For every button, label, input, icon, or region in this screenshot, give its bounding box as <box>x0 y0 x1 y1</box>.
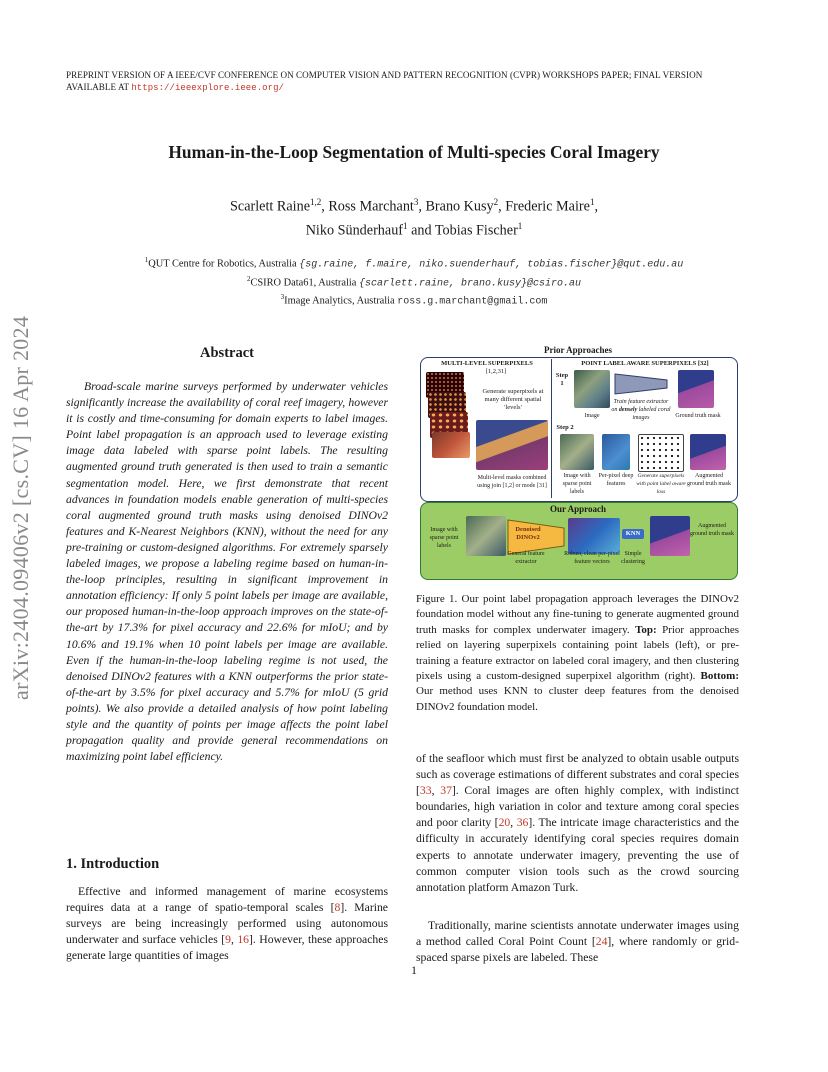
author-name: Scarlett Raine <box>230 198 310 215</box>
fig-our-input-label: Image with sparse point labels <box>429 527 459 549</box>
intro-heading: 1. Introduction <box>66 856 160 872</box>
fig-sparse-label: Image with sparse point labels <box>562 473 592 495</box>
fig-perpixel-label: Per-pixel deep features <box>598 473 634 487</box>
fig-pla-title: POINT LABEL AWARE SUPERPIXELS [32] <box>581 360 709 367</box>
fig-prior-title: Prior Approaches <box>544 345 612 355</box>
fig-robust: Robust, clean per-pixel feature vectors <box>564 551 620 565</box>
fig-trapezoid <box>613 372 669 396</box>
fig-multi-refs: [1,2,31] <box>485 368 507 375</box>
body-text: ], where randomly or grid-spaced sparse pixels are labeled. These <box>416 935 739 965</box>
caption-text: Our method uses KNN to cluster deep features from the denoised DINOv2 foundation model. <box>416 685 739 713</box>
fig-multi-join: Multi-level masks combined using join [1,2] or mode [31] <box>477 475 547 489</box>
fig-gt-label: Ground truth mask <box>675 413 721 419</box>
fig-train-b: densely <box>618 407 638 413</box>
intro-text: ]. However, these approaches generate large quantities of images <box>66 933 388 963</box>
body-text: of the seafloor which must first be analyzed to obtain usable outputs such as coverage estimations of different substrates and coral species [ <box>416 752 739 798</box>
fig-our-output-mask <box>650 516 690 556</box>
fig-simple: Simple clustering <box>621 551 645 565</box>
affil-sup: 1 <box>144 256 149 264</box>
abstract-text: Broad-scale marine surveys performed by underwater vehicles significantly increase the availability of coral reef imagery, however it is costly and time-consuming for domain experts to label images. Point label propagation is an approach used to leverage existing image data labeled with sparse point labels. The resulting augmented ground truth generated is then used to train a semantic segmentation model. Here, we first demonstrate that recent advances in foundation models enable generation of multi-species coral augmented ground truth masks using denoised DINOv2 features and K-Nearest Neighbors (KNN), without the need for any pre-training or custom-designed algorithms. For extremely sparsely labeled images, we propose a labeling regime based on human-in-the-loop principles, resulting in significant improvement in annotation efficiency: If only 5 point labels per image are available, our proposed human-in-the-loop approach improves on the state-of-the-art by 17.3% for pixel accuracy and 22.6% for mIoU; and by 10.6% and 19.1% when 10 point labels per image are available. Even if the human-in-the-loop labeling regime is not used, the denoised DINOv2 features with a KNN outperforms the prior state-of-the-art by 3.5% for pixel accuracy and 5.7% for mIoU (5 grid points). We also provide a detailed analysis of how point labeling style and the quantity of points per image affects the point label propagation quality and provide general recommendations on maximizing point label efficiency. <box>66 380 388 764</box>
citation-link[interactable]: 9 <box>225 933 231 947</box>
citation-link[interactable]: 37 <box>440 784 452 798</box>
citation-link[interactable]: 20 <box>498 816 511 830</box>
author-list: Scarlett Raine$^{1,2}$, Ross Marchant$^3$, Brano Kusy$^2$, Frederic Maire$^1$, Niko Sünderhauf$^1$ and Tobias Fischer$^1$ <box>230 197 598 239</box>
intro-text: ]. Marine surveys are being increasingly performed using autonomous underwater and surface vehicles [ <box>66 901 388 947</box>
body-text: Traditionally, marine scientists annotate underwater images using a method called Coral Point Count [ <box>416 919 739 949</box>
header-line: PREPRINT VERSION OF A IEEE/CVF CONFERENCE ON COMPUTER VISION AND PATTERN RECOGNITION (CVPR) WORKSHOPS PAPER; FINAL VERSION <box>66 70 703 80</box>
affil-sup: 2 <box>246 275 251 283</box>
fig-train-c: labeled coral images <box>632 407 671 421</box>
fig-coral-image <box>574 370 610 408</box>
citation-link[interactable]: 8 <box>334 901 341 915</box>
author-name: Tobias Fischer <box>434 222 518 239</box>
header-available: AVAILABLE AT <box>66 82 130 92</box>
fig-gt-mask <box>678 370 714 408</box>
body-text: ]. Coral images are often highly complex, with indistinct boundaries, high variation in color and texture among coral species and poor clarity [ <box>416 784 740 830</box>
affil-text: Image Analytics, Australia <box>284 295 395 307</box>
intro-text: Effective and informed management of marine ecosystems requires data at a range of spatio-temporal scales [ <box>66 885 388 915</box>
right-paragraph-1 <box>416 751 739 896</box>
fig-sparse-image <box>560 434 594 470</box>
citation-link[interactable]: 33 <box>419 784 432 798</box>
fig-knn-label: KNN <box>622 529 644 539</box>
intro-paragraph <box>66 884 388 964</box>
fig-step2: Step 2 <box>556 424 574 431</box>
caption-top: Top: <box>635 623 657 636</box>
fig-gen-sp-label: Generate superpixels with point label aware loss <box>636 473 686 495</box>
caption-text: Prior approaches relied on layering superpixels containing point labels (left), or pre-training a feature extractor on labeled coral imagery, and then clustering pixels using a custom-designed superpixel algorithm (right). <box>416 623 739 683</box>
fig-multi-mask <box>476 420 548 470</box>
caption-bottom: Bottom: <box>700 670 739 683</box>
author-affil-sup: 1,2 <box>310 197 322 207</box>
author-affil-sup: 2 <box>493 197 499 207</box>
fig-multi-title: MULTI-LEVEL SUPERPIXELS <box>441 360 533 367</box>
author-affil-sup: 3 <box>413 197 419 207</box>
right-paragraph-2 <box>416 918 739 966</box>
affil-sup: 3 <box>280 293 285 301</box>
fig-our-title: Our Approach <box>550 504 606 514</box>
author-and: and <box>411 222 432 239</box>
author-affil-sup: 1 <box>403 220 408 231</box>
citation-link[interactable]: 16 <box>237 933 249 947</box>
fig-step1: Step 1 <box>555 372 569 387</box>
fig-multi-gen: Generate superpixels at many different spatial 'levels' <box>482 388 544 411</box>
figure-caption <box>416 592 739 715</box>
fig-superpixel-img <box>432 432 470 458</box>
paper-title: Human-in-the-Loop Segmentation of Multi-species Coral Imagery <box>168 142 660 162</box>
author-name: Brano Kusy <box>425 198 494 215</box>
affiliation-2 <box>0 275 828 289</box>
abstract-heading: Abstract <box>200 345 254 361</box>
affil-email: {scarlett.raine, brano.kusy}@csiro.au <box>358 278 582 290</box>
affil-email: ross.g.marchant@gmail.com <box>397 296 548 308</box>
body-text: , <box>431 784 441 798</box>
author-name: Ross Marchant <box>328 198 414 215</box>
fig-aug-label: Augmented ground truth mask <box>687 473 731 487</box>
fig-our-features <box>568 518 620 554</box>
fig-superpixel-graph <box>638 434 684 472</box>
arxiv-stamp: arXiv:2404.09406v2 [cs.CV] 16 Apr 2024 <box>8 315 33 700</box>
citation-link[interactable]: 36 <box>516 816 529 830</box>
header-url-link[interactable]: https://ieeexplore.ieee.org/ <box>131 83 284 93</box>
affil-text: QUT Centre for Robotics, Australia <box>148 258 297 270</box>
fig-feature-block <box>602 434 630 470</box>
citation-link[interactable]: 24 <box>595 935 608 949</box>
body-text: , <box>510 816 517 830</box>
author-name: Niko Sünderhauf <box>305 222 404 239</box>
affiliation-1 <box>0 256 828 270</box>
fig-our-input-image <box>466 516 506 556</box>
preprint-header <box>66 69 766 94</box>
fig-train-text <box>611 398 671 422</box>
author-affil-sup: 1 <box>517 220 523 231</box>
affil-email: {sg.raine, f.maire, niko.suenderhauf, tobias.fischer}@qut.edu.au <box>299 259 684 271</box>
caption-text: Figure 1. Our point label propagation approach leverages the DINOv2 foundation model without any fine-tuning to generate augmented ground truth masks for complex underwater imagery. <box>416 593 739 636</box>
author-name: Frederic Maire <box>505 198 590 215</box>
page-number: 1 <box>411 963 417 977</box>
affil-text: CSIRO Data61, Australia <box>250 277 357 289</box>
author-affil-sup: 1 <box>589 197 595 207</box>
body-text: ]. The intricate image characteristics and the difficulty in accurately identifying coral species requires domain experts to annotate underwater imagery, preventing the use of common computer vision tools such as the crowd sourcing annotation platform Amazon Turk. <box>416 816 740 894</box>
intro-text: , <box>230 933 238 947</box>
fig-train-a: Train feature extractor on <box>611 399 669 413</box>
figure-1 <box>416 344 740 582</box>
fig-our-output-label: Augmented ground truth mask <box>690 523 734 537</box>
affiliation-3 <box>0 293 828 307</box>
fig-dino-label: Denoised DINOv2 <box>515 526 541 541</box>
fig-aug-mask <box>690 434 726 470</box>
fig-image-label: Image <box>584 413 600 419</box>
fig-gen-feat: General feature extractor <box>507 551 545 565</box>
